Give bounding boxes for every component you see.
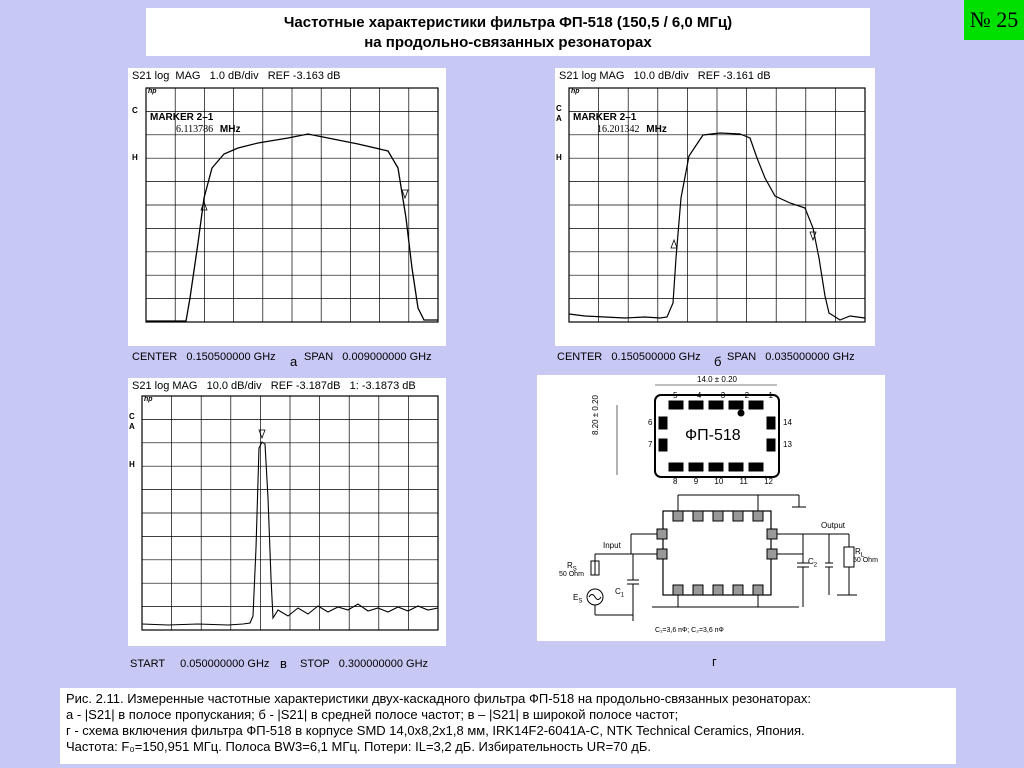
panel-c-letter: в <box>280 656 287 671</box>
chart-panel-b <box>555 68 875 346</box>
rl-sub: L <box>860 552 865 559</box>
caption-line-3: г - схема включения фильтра ФП-518 в корпусе SMD 14,0x8,2x1,8 мм, IRK14F2-6041A-C, NTK Technical Ceramics, Япония. <box>66 723 805 738</box>
panel-b-plot <box>555 68 875 346</box>
panel-b-marker-value-num: 16.201342 <box>597 124 640 135</box>
panel-b-hp-logo: hp <box>571 88 580 95</box>
schematic-bottom-pins <box>673 477 773 486</box>
pin-13: 13 <box>783 440 792 449</box>
panel-a-marker-unit: MHz <box>219 124 241 135</box>
schematic-chip-label: ФП-518 <box>685 427 741 444</box>
panel-a-hp-logo: hp <box>148 88 157 95</box>
schematic-c1-label <box>615 587 624 599</box>
panel-b-label-a: A <box>556 114 562 123</box>
panel-b-header: S21 log MAG 10.0 dB/div REF -3.161 dB <box>559 70 771 82</box>
schematic-panel <box>537 375 885 641</box>
rs-sub: S <box>572 566 577 573</box>
figure-caption <box>60 688 956 764</box>
panel-c-label-h: H <box>129 460 135 469</box>
pin-9: 9 <box>693 477 699 486</box>
rl-label: R <box>855 547 861 556</box>
panel-c-plot <box>128 378 446 646</box>
c1-label: C <box>615 587 621 596</box>
schematic-cap-values: C₁=3,6 пФ; C₂=3,6 пФ <box>655 627 724 634</box>
panel-d-letter: г <box>712 654 717 669</box>
pin-4: 4 <box>696 391 702 400</box>
panel-a-plot <box>128 68 446 346</box>
title-line-1: Частотные характеристики фильтра ФП-518 (150,5 / 6,0 МГц) <box>283 14 733 31</box>
es-label: E <box>573 593 579 602</box>
panel-b-marker-unit: MHz <box>646 124 667 135</box>
pin-8: 8 <box>673 477 678 486</box>
chart-panel-a <box>128 68 446 346</box>
pin-14: 14 <box>783 418 792 427</box>
panel-c-footer-right: STOP 0.300000000 GHz <box>300 658 429 670</box>
caption-line-4: Частота: F₀=150,951 МГц. Полоса BW3=6,1 МГц. Потери: IL=3,2 дБ. Избирательность UR=70 дБ. <box>66 739 651 754</box>
schematic-rl-value: 50 Ohm <box>853 557 878 564</box>
c1-sub: 1 <box>620 592 625 599</box>
schematic-top-pins <box>673 391 773 400</box>
panel-b-label-h: H <box>556 153 562 162</box>
caption-line-1: Рис. 2.11. Измеренные частотные характеристики двух-каскадного фильтра ФП-518 на продольно-связанных резонаторах: <box>66 691 811 706</box>
pin-1: 1 <box>768 391 773 400</box>
panel-c-footer-left: START 0.050000000 GHz <box>130 658 270 670</box>
schematic-drawing <box>537 375 885 641</box>
panel-b-marker-label: MARKER 2–1 <box>573 112 637 123</box>
caption-line-2: а - |S21| в полосе пропускания; б - |S21| в средней полосе частот; в – |S21| в широкой полосе частот; <box>66 707 679 722</box>
panel-b-footer-left: CENTER 0.150500000 GHz <box>557 351 701 363</box>
panel-b-label-c: C <box>556 104 562 113</box>
schematic-es-label <box>573 593 582 605</box>
panel-b-marker-value <box>597 124 667 135</box>
panel-a-header: S21 log MAG 1.0 dB/div REF -3.163 dB <box>132 70 341 82</box>
slide-title-box <box>146 8 870 56</box>
pin-5: 5 <box>673 391 678 400</box>
schematic-rs-value: 50 Ohm <box>559 571 584 578</box>
pin-11: 11 <box>739 477 748 486</box>
c2-label: C <box>808 557 814 566</box>
pin-7: 7 <box>648 440 653 449</box>
schematic-output-label: Output <box>821 521 846 530</box>
schematic-dim-height: 8.20 ± 0.20 <box>591 395 600 435</box>
schematic-dim-width: 14.0 ± 0.20 <box>697 375 737 384</box>
schematic-c2-label <box>808 557 817 569</box>
pin-6: 6 <box>648 418 653 427</box>
panel-b-footer-right: SPAN 0.035000000 GHz <box>727 351 855 363</box>
pin-2: 2 <box>744 391 750 400</box>
pin-12: 12 <box>764 477 773 486</box>
slide-number-badge: № 25 <box>964 0 1024 40</box>
panel-a-footer-right: SPAN 0.009000000 GHz <box>304 351 432 363</box>
panel-a-marker-value <box>176 124 240 135</box>
es-sub: S <box>578 598 583 605</box>
c2-sub: 2 <box>813 562 818 569</box>
panel-a-marker-label: MARKER 2–1 <box>150 112 214 123</box>
panel-a-label-c: C <box>132 106 138 115</box>
panel-a-footer-left: CENTER 0.150500000 GHz <box>132 351 276 363</box>
panel-c-hp-logo: hp <box>144 396 153 403</box>
panel-c-header: S21 log MAG 10.0 dB/div REF -3.187dB 1: -3.1873 dB <box>132 380 416 392</box>
panel-a-label-h: H <box>132 153 138 162</box>
panel-b-letter: б <box>714 354 722 369</box>
panel-c-label-c: C <box>129 412 135 421</box>
pin-10: 10 <box>714 477 724 486</box>
chart-panel-c <box>128 378 446 646</box>
panel-a-marker-value-num: 6.113786 <box>176 124 214 135</box>
pin-3: 3 <box>720 391 726 400</box>
schematic-input-label: Input <box>603 541 621 550</box>
panel-c-label-a: A <box>129 422 135 431</box>
panel-a-letter: а <box>290 354 298 369</box>
title-line-2: на продольно-связанных резонаторах <box>364 34 652 51</box>
rs-label: R <box>567 561 573 570</box>
